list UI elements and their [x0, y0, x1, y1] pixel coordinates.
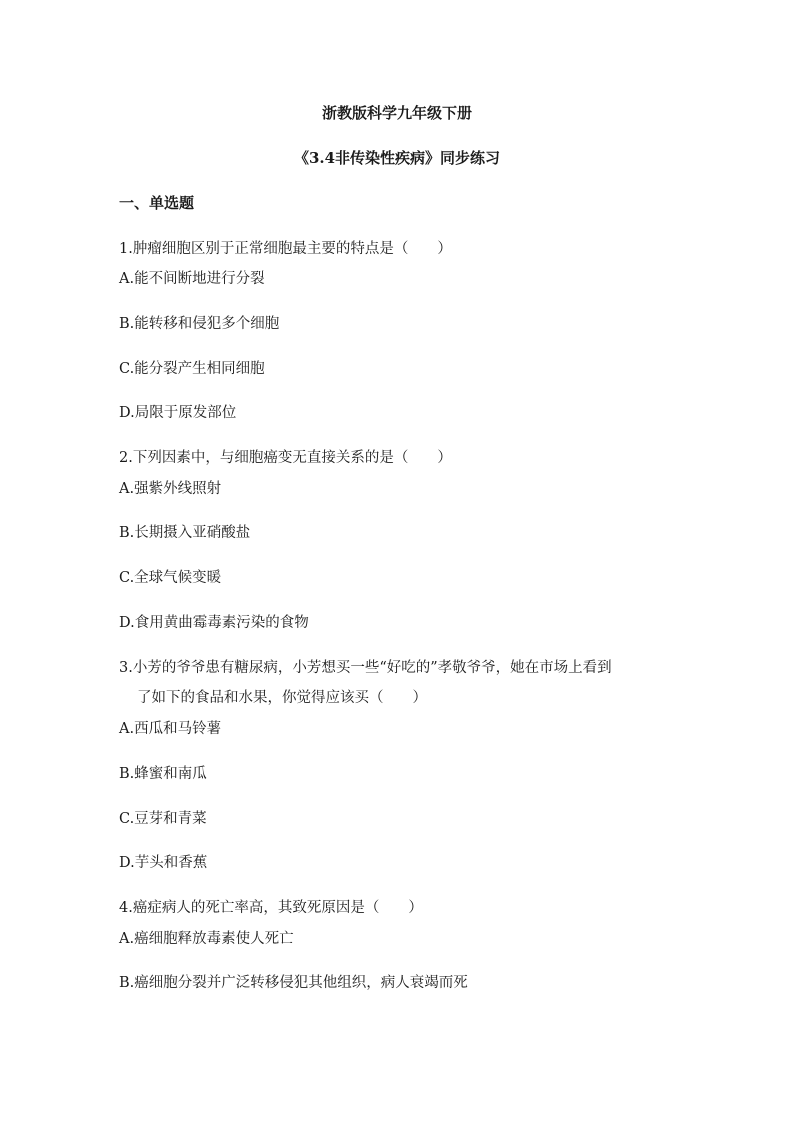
question-2-option-b: B.长期摄入亚硝酸盐	[119, 525, 251, 541]
question-3-stem: 3.小芳的爷爷患有糖尿病，小芳想买一些“好吃的”孝敬爷爷，她在市场上看到	[119, 660, 612, 676]
question-1-option-a: A.能不间断地进行分裂	[119, 271, 265, 287]
document-subtitle: 《3.4非传染性疾病》同步练习	[293, 149, 501, 167]
question-3-option-a: A.西瓜和马铃薯	[119, 721, 222, 737]
question-2-option-a: A.强紫外线照射	[119, 481, 222, 497]
question-4-stem: 4.癌症病人的死亡率高，其致死原因是（ ）	[119, 900, 423, 916]
question-2-option-d: D.食用黄曲霉毒素污染的食物	[119, 615, 309, 631]
question-3-option-c: C.豆芽和青菜	[119, 811, 207, 827]
question-3-option-d: D.芋头和香蕉	[119, 855, 208, 871]
question-4-option-a: A.癌细胞释放毒素使人死亡	[119, 931, 294, 947]
question-1-option-b: B.能转移和侵犯多个细胞	[119, 316, 280, 332]
question-1-option-d: D.局限于原发部位	[119, 405, 237, 421]
question-1-option-c: C.能分裂产生相同细胞	[119, 361, 265, 377]
question-3-stem-continued: 了如下的食品和水果，你觉得应该买（ ）	[137, 690, 427, 706]
question-4-option-b: B.癌细胞分裂并广泛转移侵犯其他组织，病人衰竭而死	[119, 975, 468, 991]
question-2-option-c: C.全球气候变暖	[119, 570, 222, 586]
question-1-stem: 1.肿瘤细胞区别于正常细胞最主要的特点是（ ）	[119, 241, 452, 257]
question-3-option-b: B.蜂蜜和南瓜	[119, 766, 207, 782]
document-title: 浙教版科学九年级下册	[321, 104, 472, 122]
section-heading: 一、单选题	[119, 194, 195, 212]
question-2-stem: 2.下列因素中，与细胞癌变无直接关系的是（ ）	[119, 450, 452, 466]
